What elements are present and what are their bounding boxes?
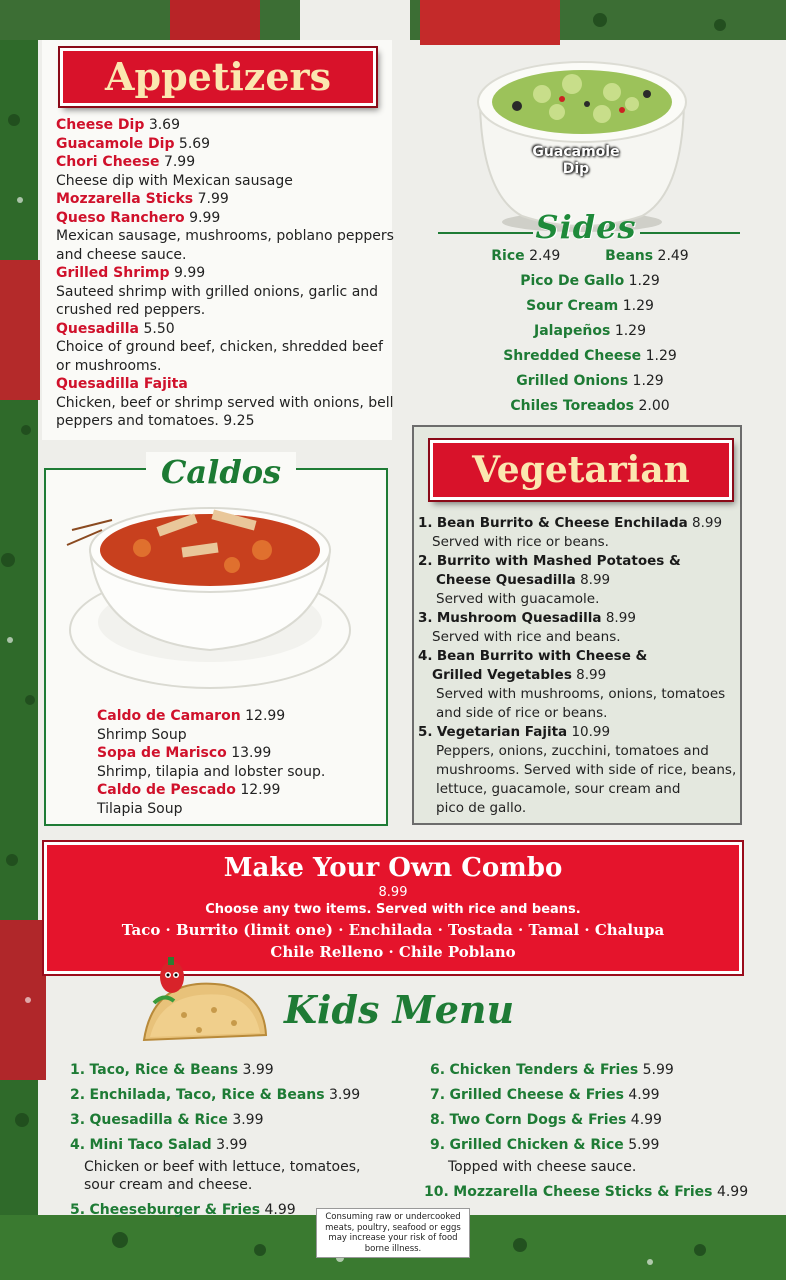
item-name: Guacamole Dip: [56, 135, 175, 152]
side-name: Chiles Toreados: [510, 398, 635, 414]
combo-subtitle: Choose any two items. Served with rice and beans.: [205, 902, 581, 917]
sides-divider-left: [438, 232, 533, 234]
kids-title: Kids Menu: [284, 987, 515, 1032]
item-price: 12.99: [240, 782, 281, 798]
item-desc: Tilapia Soup: [97, 800, 183, 817]
item-price: 3.69: [148, 117, 180, 133]
veg-item-2: 2. Burrito with Mashed Potatoes &: [418, 553, 681, 569]
side-price: 2.49: [657, 248, 689, 264]
veg-item-3: 3. Mushroom Quesadilla 8.99: [418, 610, 636, 626]
item-price: 12.99: [245, 708, 286, 724]
kids-list-right: [424, 1058, 749, 1205]
item-desc: crushed red peppers.: [56, 302, 206, 318]
item-desc: Choice of ground beef, chicken, shredded beef: [56, 339, 383, 355]
item-desc: Shrimp, tilapia and lobster soup.: [97, 763, 326, 780]
item-price: 13.99: [231, 745, 272, 761]
sides-list: [440, 244, 740, 419]
side-item: [440, 319, 740, 344]
side-item: [440, 344, 740, 369]
item-name: Caldo de Pescado: [97, 782, 236, 798]
item-desc: Served with guacamole.: [436, 591, 600, 607]
item-price: 7.99: [197, 191, 229, 207]
kids-item: 4. Mini Taco Salad 3.99: [70, 1137, 248, 1153]
kids-list-left: [70, 1058, 410, 1223]
soup-bowl-photo: [62, 490, 362, 695]
sides-divider-right: [640, 232, 740, 234]
item-name: Cheese Dip: [56, 117, 145, 133]
kids-item: 5. Cheeseburger & Fries 4.99: [70, 1202, 296, 1218]
kids-item: 6. Chicken Tenders & Fries 5.99: [430, 1062, 674, 1078]
kids-item: 9. Grilled Chicken & Rice 5.99: [430, 1137, 660, 1153]
appetizers-title: Appetizers: [105, 54, 331, 99]
side-name: Shredded Cheese: [503, 348, 642, 364]
side-price: 1.29: [632, 373, 664, 389]
combo-options: Taco · Burrito (limit one) · Enchilada · Tostada · Tamal · Chalupa: [121, 921, 665, 939]
food-safety-disclaimer: Consuming raw or undercooked meats, poultry, seafood or eggs may increase your risk of food borne illness.: [316, 1208, 470, 1258]
item-desc: Chicken, beef or shrimp served with onions, bell: [56, 394, 394, 411]
item-desc: peppers and tomatoes. 9.25: [56, 413, 255, 429]
item-desc: Served with rice and beans.: [432, 629, 621, 645]
side-name: Beans: [605, 248, 654, 264]
item-desc: Served with mushrooms, onions, tomatoes: [436, 686, 726, 702]
side-price: 1.29: [622, 298, 654, 314]
sides-title: Sides: [535, 208, 637, 246]
kids-item: 2. Enchilada, Taco, Rice & Beans 3.99: [70, 1087, 361, 1103]
item-price: 7.99: [163, 154, 196, 170]
side-price: 1.29: [614, 323, 646, 339]
side-name: Grilled Onions: [516, 373, 629, 389]
item-name: Mozzarella Sticks: [56, 191, 194, 207]
item-desc: lettuce, guacamole, sour cream and: [436, 781, 681, 797]
kids-item: 10. Mozzarella Cheese Sticks & Fries 4.99: [424, 1184, 749, 1200]
item-desc: Shrimp Soup: [97, 726, 187, 743]
side-price: 2.49: [529, 248, 561, 264]
item-desc: or mushrooms.: [56, 357, 162, 374]
combo-title: Make Your Own Combo: [223, 853, 563, 883]
side-name: Jalapeños: [534, 323, 611, 339]
side-price: 2.00: [638, 398, 670, 414]
veg-item-4: 4. Bean Burrito with Cheese &: [418, 648, 648, 664]
item-price: 9.99: [189, 209, 221, 226]
item-desc: Peppers, onions, zucchini, tomatoes and: [436, 743, 709, 759]
item-desc: Mexican sausage, mushrooms, poblano peppers: [56, 228, 394, 244]
item-price: 5.50: [143, 320, 175, 337]
item-desc: and cheese sauce.: [56, 246, 187, 263]
item-desc: sour cream and cheese.: [84, 1177, 253, 1193]
combo-options: Chile Relleno · Chile Poblano: [270, 943, 516, 961]
item-desc: Chicken or beef with lettuce, tomatoes,: [84, 1159, 361, 1175]
caldos-list: [97, 707, 387, 818]
side-item: [440, 394, 740, 419]
caption-line: Guacamole: [532, 144, 620, 160]
item-desc: Topped with cheese sauce.: [448, 1159, 637, 1175]
side-item: [440, 369, 740, 394]
item-name: Caldo de Camaron: [97, 708, 241, 724]
appetizers-list: [56, 116, 392, 431]
item-desc: pico de gallo.: [436, 800, 527, 816]
appetizers-banner: [60, 48, 376, 106]
item-desc: Cheese dip with Mexican sausage: [56, 172, 293, 189]
item-price: 5.69: [178, 135, 211, 152]
vegetarian-title: Vegetarian: [472, 449, 690, 491]
side-price: 1.29: [628, 273, 660, 289]
combo-price: 8.99: [378, 885, 408, 900]
kids-item: 8. Two Corn Dogs & Fries 4.99: [430, 1112, 662, 1128]
item-desc: mushrooms. Served with side of rice, beans,: [436, 762, 737, 778]
item-name: Quesadilla: [56, 320, 140, 337]
vegetarian-list: 1. Bean Burrito & Cheese Enchilada 8.99 Served with rice or beans. 2. Burrito with Mashed Potatoes & Cheese Quesadilla 8.99 Served with guacamole. 3. Mushroom Quesadilla 8.99 Served with rice and beans. 4. Bean Burrito with Cheese & Grilled Vegetables 8.99 Served with mushrooms, onions, tomatoes and side of rice or beans. 5. Vegetarian Fajita 10.99 Peppers, onions, zucchini, tomatoes and mushrooms. Served with side of rice, beans, lettuce, guacamole, sour cream and pico de gallo.: [418, 514, 740, 818]
item-name: Sopa de Marisco: [97, 745, 227, 761]
kids-item: 3. Quesadilla & Rice 3.99: [70, 1112, 264, 1128]
item-desc: Sauteed shrimp with grilled onions, garlic and: [56, 283, 379, 300]
guacamole-bowl-photo: [462, 44, 702, 234]
item-desc: and side of rice or beans.: [436, 705, 608, 721]
side-name: Sour Cream: [526, 298, 619, 314]
side-item: [440, 294, 740, 319]
taco-mascot-icon: [134, 955, 274, 1050]
kids-item: 1. Taco, Rice & Beans 3.99: [70, 1062, 274, 1078]
side-name: Rice: [491, 248, 525, 264]
item-name: Quesadilla Fajita: [56, 376, 188, 392]
sides-row: [440, 244, 740, 269]
side-item: [440, 269, 740, 294]
side-price: 1.29: [645, 348, 677, 364]
caldos-title: Caldos: [146, 452, 296, 492]
item-name: Grilled Shrimp: [56, 265, 170, 281]
item-desc: Served with rice or beans.: [432, 534, 609, 550]
kids-item: 7. Grilled Cheese & Fries 4.99: [430, 1087, 660, 1103]
caption-line: Dip: [562, 161, 590, 177]
veg-item-1: 1. Bean Burrito & Cheese Enchilada 8.99: [418, 515, 723, 531]
item-price: 9.99: [174, 265, 206, 281]
item-name: Chori Cheese: [56, 154, 160, 170]
vegetarian-banner: [430, 440, 732, 500]
item-name: Queso Ranchero: [56, 209, 185, 226]
veg-item-5: 5. Vegetarian Fajita 10.99: [418, 724, 611, 740]
guacamole-caption: [530, 144, 622, 178]
side-name: Pico De Gallo: [520, 273, 625, 289]
